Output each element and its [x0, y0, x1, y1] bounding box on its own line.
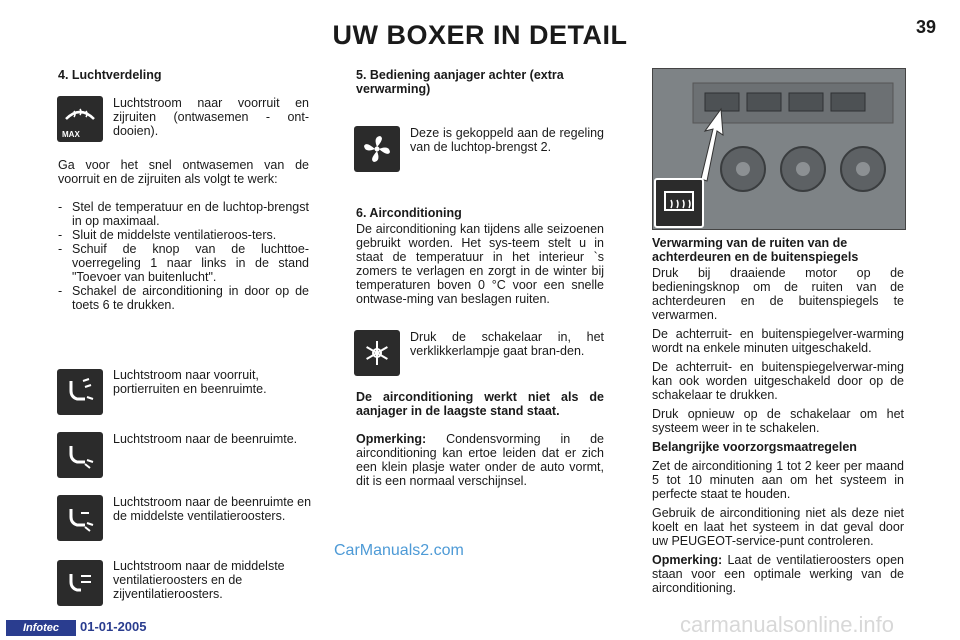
- windscreen-feet-icon: [57, 369, 103, 415]
- ac-warning: De airconditioning werkt niet als de aanjager in de laagste stand staat.: [356, 390, 604, 418]
- fan-icon: [354, 126, 400, 172]
- site-footer-text: carmanualsonline.info: [680, 612, 895, 637]
- infotec-logo: Infotec: [6, 620, 76, 636]
- ac-button-description: Druk de schakelaar in, het verklikkerlampje gaat bran-den.: [410, 330, 604, 358]
- paragraph: Druk opnieuw op de schakelaar om het systeem weer in te schakelen.: [652, 407, 904, 435]
- feet-airflow-icon: [57, 432, 103, 478]
- note-text: Condensvorming in de airconditioning kan ertoe leiden dat er zich een klein plasje water onder de auto vormt, dit is een normaal verschijnsel.: [356, 432, 604, 488]
- defrost-steps: [58, 200, 309, 312]
- ac-note: [356, 432, 604, 488]
- max-icon-label: MAX: [62, 130, 80, 139]
- list-item: - Schakel de airconditioning in door op de toets 6 te drukken.: [58, 284, 309, 312]
- paragraph: Gebruik de airconditioning niet als deze niet koelt en laat het systeem in dat geval door uw PEUGEOT-service-punt controleren.: [652, 506, 904, 548]
- rear-window-heating-icon: [654, 178, 704, 228]
- section-5-heading: 5. Bediening aanjager achter (extra verwarming): [356, 68, 564, 96]
- mode-description: Luchtstroom naar de beenruimte en de middelste ventilatieroosters.: [113, 495, 312, 523]
- mode-description: Luchtstroom naar voorruit, portierruiten en beenruimte.: [113, 368, 267, 396]
- max-description: Luchtstroom naar voorruit en zijruiten (ontwasemen - ont-dooien).: [113, 96, 309, 138]
- mode-description: Luchtstroom naar de beenruimte.: [113, 432, 298, 446]
- section-4-heading: 4. Luchtverdeling: [58, 68, 162, 82]
- note-label: Opmerking:: [652, 553, 723, 567]
- center-side-vents-icon: [57, 560, 103, 606]
- page-title: UW BOXER IN DETAIL: [332, 20, 628, 50]
- paragraph: Druk bij draaiende motor op de bedieningsknop om de ruiten van de achterdeuren en de buitenspiegels te verwarmen.: [652, 266, 904, 322]
- footer-date: 01-01-2005: [80, 619, 147, 634]
- ac-description: De airconditioning kan tijdens alle seizoenen gebruikt worden. Het sys-teem stelt u in staat de temperatuur in het interieur `s zomers te verlagen en zorgt in de winter bij temperaturen boven 0 °C voor een snelle ontwase-ming van beslagen ruiten.: [356, 222, 604, 306]
- paragraph: De achterruit- en buitenspiegelver-warming wordt na enkele minuten uitgeschakeld.: [652, 327, 904, 355]
- rear-heating-heading: Verwarming van de ruiten van de achterdeuren en de buitenspiegels: [652, 236, 859, 264]
- page-number: 39: [916, 17, 937, 37]
- feet-center-vents-icon: [57, 495, 103, 541]
- list-item: - Stel de temperatuur en de luchtop-brengst in op maximaal.: [58, 200, 309, 228]
- quick-defrost-intro: Ga voor het snel ontwasemen van de voorruit en de zijruiten als volgt te werk:: [58, 158, 309, 186]
- paragraph: Zet de airconditioning 1 tot 2 keer per maand 5 tot 10 minuten aan om het systeem in perfecte staat te houden.: [652, 459, 904, 501]
- watermark-text: CarManuals2.com: [334, 542, 464, 559]
- fan-description: Deze is gekoppeld aan de regeling van de luchtop-brengst 2.: [410, 126, 604, 154]
- snowflake-icon: [354, 330, 400, 376]
- paragraph: De achterruit- en buitenspiegelverwar-ming kan ook worden uitgeschakeld door op de schakelaar te drukken.: [652, 360, 904, 402]
- list-item: - Schuif de knop van de luchttoe-voerregeling 1 naar links in de stand "Toevoer van buitenlucht".: [58, 242, 309, 284]
- precautions-heading: Belangrijke voorzorgsmaatregelen: [652, 440, 857, 454]
- section-6-heading: 6. Airconditioning: [356, 206, 462, 220]
- list-item: - Sluit de middelste ventilatieroos-ters.: [58, 228, 309, 242]
- note-label: Opmerking:: [356, 432, 427, 446]
- paragraph: [652, 553, 904, 595]
- rear-heating-text: [652, 266, 904, 600]
- note-text: Laat de ventilatieroosters open staan voor een optimale werking van de airconditioning.: [652, 553, 904, 595]
- mode-description: Luchtstroom naar de middelste ventilatieroosters en de zijventilatieroosters.: [113, 559, 285, 601]
